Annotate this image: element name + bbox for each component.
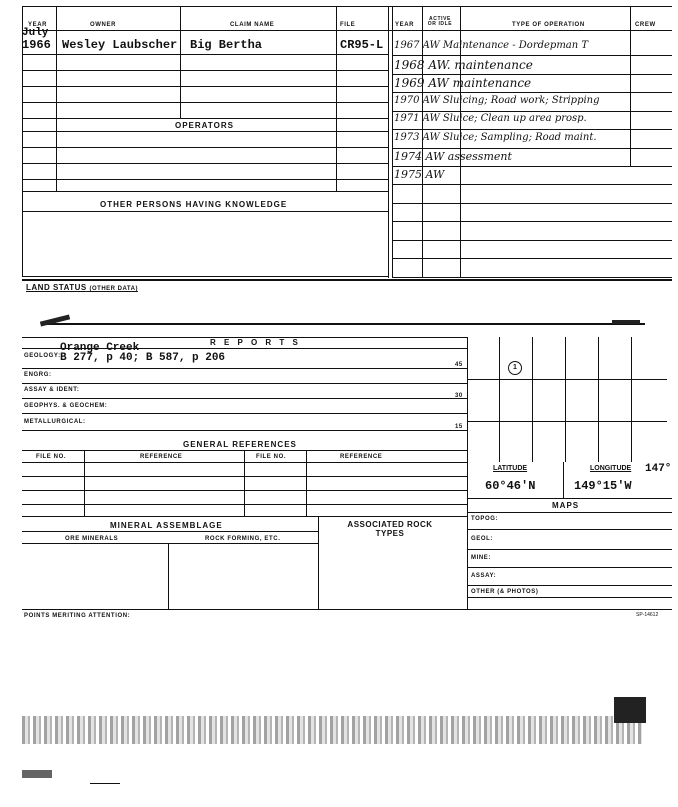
- row-line: [22, 131, 388, 132]
- scan-noise-band: [22, 716, 642, 744]
- ops-row-line: [392, 148, 672, 149]
- header-year: YEAR: [28, 22, 48, 28]
- header-year-2: YEAR: [395, 22, 415, 28]
- maps-rule: [467, 585, 672, 586]
- record-owner: Wesley Laubscher: [62, 38, 178, 52]
- latitude-label: LATITUDE: [493, 465, 528, 472]
- longitude-value: 149°15'W: [574, 479, 632, 493]
- top-border: [22, 6, 672, 7]
- ops-row-line: [392, 55, 672, 56]
- reports-rule: [22, 398, 467, 399]
- row-line: [22, 54, 388, 55]
- row-line: [22, 163, 388, 164]
- col-file-divider: [388, 6, 389, 278]
- scan-mark: [22, 770, 52, 778]
- maps-rule: [467, 529, 672, 530]
- refs-reference: REFERENCE: [140, 454, 183, 460]
- refs-col: [306, 450, 307, 516]
- header-type-of-operation: TYPE OF OPERATION: [512, 22, 585, 28]
- land-status-rule: [22, 279, 672, 281]
- maps-rule: [467, 498, 672, 499]
- refs-col: [244, 450, 245, 516]
- ops-row-line: [392, 240, 672, 241]
- scan-mark: [612, 320, 640, 324]
- maps-mine: MINE:: [471, 555, 491, 561]
- ops-row-line: [392, 203, 672, 204]
- latlon-divider: [563, 462, 564, 498]
- ops-row-line: [392, 258, 672, 259]
- header-owner: OWNER: [90, 22, 116, 28]
- row-line: [22, 191, 388, 192]
- longitude-label: LONGITUDE: [590, 465, 632, 472]
- record-claim-name: Big Bertha: [190, 38, 263, 52]
- operation-entry: 1967 AW Maintenance - Dordepman T: [394, 40, 589, 51]
- operation-entry: 1975 AW: [394, 168, 445, 181]
- maps-rule: [467, 512, 672, 513]
- scale-30: 30: [455, 393, 463, 399]
- land-status-sub: (OTHER DATA): [89, 286, 138, 292]
- land-status-label: LAND STATUS: [26, 283, 87, 292]
- mineral-col: [318, 516, 319, 609]
- row-line: [22, 70, 388, 71]
- header-claim-name: CLAIM NAME: [230, 22, 275, 28]
- geology-value: Orange Creek B 277, p 40; B 587, p 206: [60, 342, 226, 364]
- header-rule: [22, 30, 672, 31]
- grid-location-marker: 1: [508, 361, 522, 375]
- mineral-rule: [22, 543, 318, 544]
- location-grid: [467, 337, 667, 462]
- header-active-idle: ACTIVE OR IDLE: [427, 16, 453, 27]
- ops-row-line: [392, 166, 672, 167]
- rock-forming-label: ROCK FORMING, ETC.: [205, 536, 281, 542]
- ops-row-line: [392, 129, 672, 130]
- operation-entry: 1971 AW Sluice; Clean up area prosp.: [394, 113, 587, 124]
- ops-row-line: [392, 221, 672, 222]
- scan-mark: [90, 783, 120, 784]
- record-month: July: [22, 27, 49, 39]
- header-file: FILE: [340, 22, 356, 28]
- operation-entry: 1970 AW Sluicing; Road work; Stripping: [394, 95, 600, 106]
- ore-minerals-label: ORE MINERALS: [65, 536, 119, 542]
- points-meriting-attention: POINTS MERITING ATTENTION:: [24, 613, 131, 619]
- mineral-rule: [22, 531, 318, 532]
- scan-block: [614, 697, 646, 723]
- reports-heading: R E P O R T S: [210, 338, 301, 347]
- operation-entry: 1974 AW assessment: [394, 150, 512, 163]
- operation-entry: 1968 AW. maintenance: [394, 58, 533, 72]
- other-persons-heading: OTHER PERSONS HAVING KNOWLEDGE: [100, 200, 288, 209]
- general-references-heading: GENERAL REFERENCES: [183, 440, 297, 449]
- bottom-rule: [22, 609, 672, 610]
- operation-entry: 1973 AW Sluice; Sampling; Road maint.: [394, 132, 597, 143]
- maps-other: OTHER (& PHOTOS): [471, 589, 539, 595]
- maps-rule: [467, 549, 672, 550]
- row-line: [22, 211, 388, 212]
- maps-geol: GEOL:: [471, 536, 493, 542]
- land-status-heading: [26, 283, 138, 292]
- operation-entry: 1969 AW maintenance: [394, 76, 532, 90]
- maps-assay: ASSAY:: [471, 573, 497, 579]
- refs-rule: [22, 516, 467, 517]
- row-line: [22, 179, 388, 180]
- ops-row-line: [392, 277, 672, 278]
- row-line: [22, 86, 388, 87]
- scale-45: 45: [455, 362, 463, 368]
- refs-col: [84, 450, 85, 516]
- row-line: [22, 118, 388, 119]
- ops-row-line: [392, 184, 672, 185]
- assay-ident-label: ASSAY & IDENT:: [24, 387, 80, 393]
- col-type-divider: [630, 6, 631, 166]
- scale-15: 15: [455, 424, 463, 430]
- mineral-col: [168, 543, 169, 609]
- maps-rule: [467, 597, 672, 598]
- operators-heading: OPERATORS: [175, 121, 234, 130]
- refs-file-no: FILE NO.: [36, 454, 67, 460]
- record-year: 1966: [22, 38, 51, 52]
- corner-value: 147°: [645, 463, 672, 475]
- reports-top-rule: [45, 323, 645, 325]
- reports-rule: [22, 368, 467, 369]
- associated-rock-types-heading: ASSOCIATED ROCK TYPES: [347, 520, 433, 538]
- ops-row-line: [392, 92, 672, 93]
- refs-reference-2: REFERENCE: [340, 454, 383, 460]
- metallurgical-label: METALLURGICAL:: [24, 419, 86, 425]
- header-crew: CREW: [635, 22, 656, 28]
- reports-rule: [22, 383, 467, 384]
- geophys-label: GEOPHYS. & GEOCHEM:: [24, 403, 108, 409]
- geology-label: GEOLOGY:: [24, 353, 61, 359]
- ops-row-line: [392, 111, 672, 112]
- engrg-label: ENGRG:: [24, 372, 52, 378]
- record-file: CR95-L: [340, 38, 384, 52]
- maps-rule: [467, 567, 672, 568]
- maps-topog: TOPOG:: [471, 516, 499, 522]
- row-line: [22, 102, 388, 103]
- latitude-value: 60°46'N: [485, 479, 536, 493]
- col-file-divider-2: [392, 6, 393, 278]
- reports-rule: [22, 413, 467, 414]
- row-line: [22, 147, 388, 148]
- form-number: SP-14612: [636, 612, 659, 618]
- refs-file-no-2: FILE NO.: [256, 454, 287, 460]
- row-line: [22, 276, 388, 277]
- reports-rule: [22, 430, 467, 431]
- mineral-assemblage-heading: MINERAL ASSEMBLAGE: [110, 521, 223, 530]
- maps-heading: MAPS: [552, 501, 580, 510]
- ops-row-line: [392, 74, 672, 75]
